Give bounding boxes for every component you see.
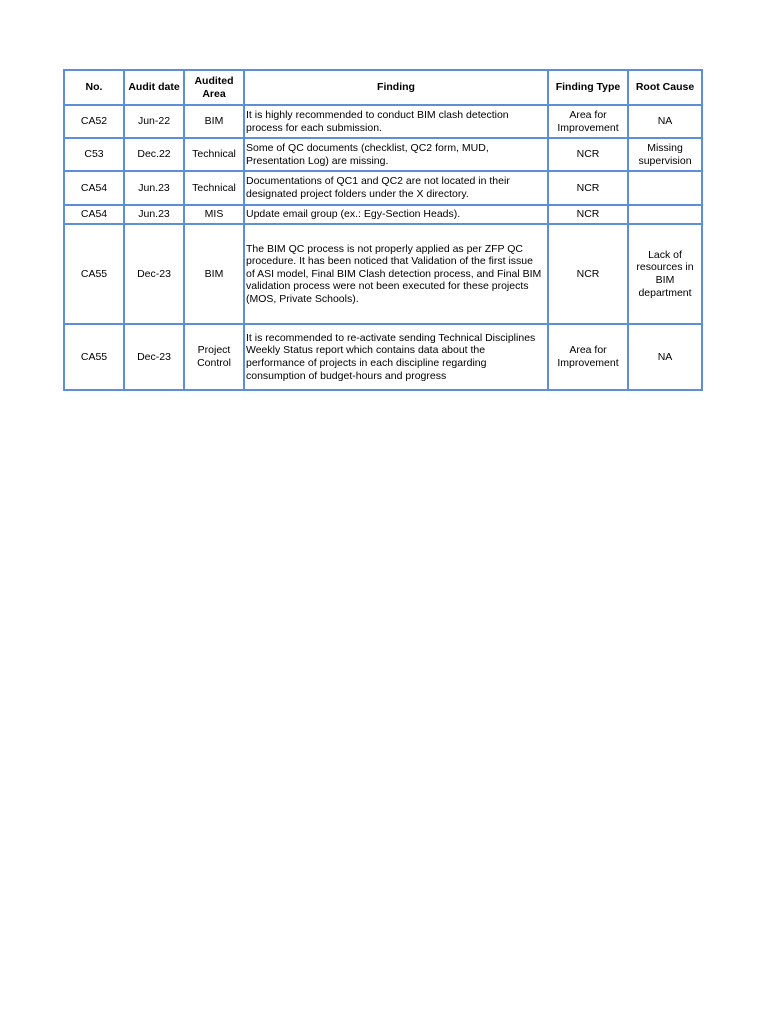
cell-audited-area: BIM — [184, 105, 244, 138]
cell-audited-area: BIM — [184, 224, 244, 324]
cell-root-cause — [628, 171, 702, 205]
cell-no: CA55 — [64, 324, 124, 390]
cell-finding-type: Area for Improvement — [548, 324, 628, 390]
table-row — [64, 105, 702, 138]
cell-no: CA54 — [64, 205, 124, 224]
cell-root-cause: NA — [628, 105, 702, 138]
cell-finding-type: NCR — [548, 205, 628, 224]
cell-audited-area: Project Control — [184, 324, 244, 390]
cell-audited-area: Technical — [184, 138, 244, 171]
cell-root-cause: Lack of resources in BIM department — [628, 224, 702, 324]
cell-finding-type: NCR — [548, 138, 628, 171]
table-row — [64, 224, 702, 324]
table-row — [64, 138, 702, 171]
header-audit-date: Audit date — [124, 70, 184, 105]
cell-audit-date: Jun.23 — [124, 205, 184, 224]
table-row — [64, 324, 702, 390]
cell-finding: Update email group (ex.: Egy-Section Heads). — [244, 205, 548, 224]
cell-root-cause — [628, 205, 702, 224]
cell-audit-date: Dec.22 — [124, 138, 184, 171]
header-no: No. — [64, 70, 124, 105]
cell-audit-date: Dec-23 — [124, 324, 184, 390]
cell-audit-date: Jun-22 — [124, 105, 184, 138]
cell-finding: It is recommended to re-activate sending Technical Disciplines Weekly Status report which contains data about the performance of projects in each discipline regarding consumption of budget-hours and progress — [244, 324, 548, 390]
cell-finding: The BIM QC process is not properly applied as per ZFP QC procedure. It has been noticed that Validation of the first issue of ASI model, Final BIM Clash detection process, and Final BIM validation process were not been executed for these projects (MOS, Private Schools). — [244, 224, 548, 324]
table-header-row — [64, 70, 702, 105]
cell-finding: Documentations of QC1 and QC2 are not located in their designated project folders under the X directory. — [244, 171, 548, 205]
cell-audit-date: Dec-23 — [124, 224, 184, 324]
audit-findings-table — [63, 69, 703, 391]
cell-no: CA52 — [64, 105, 124, 138]
cell-root-cause: Missing supervision — [628, 138, 702, 171]
header-audited-area: Audited Area — [184, 70, 244, 105]
cell-no: C53 — [64, 138, 124, 171]
header-root-cause: Root Cause — [628, 70, 702, 105]
header-finding-type: Finding Type — [548, 70, 628, 105]
header-finding: Finding — [244, 70, 548, 105]
cell-audited-area: MIS — [184, 205, 244, 224]
table-row — [64, 205, 702, 224]
cell-finding: It is highly recommended to conduct BIM clash detection process for each submission. — [244, 105, 548, 138]
cell-root-cause: NA — [628, 324, 702, 390]
table-row — [64, 171, 702, 205]
cell-no: CA55 — [64, 224, 124, 324]
cell-no: CA54 — [64, 171, 124, 205]
cell-finding: Some of QC documents (checklist, QC2 form, MUD, Presentation Log) are missing. — [244, 138, 548, 171]
cell-finding-type: NCR — [548, 224, 628, 324]
cell-audited-area: Technical — [184, 171, 244, 205]
cell-audit-date: Jun.23 — [124, 171, 184, 205]
cell-finding-type: Area for Improvement — [548, 105, 628, 138]
cell-finding-type: NCR — [548, 171, 628, 205]
